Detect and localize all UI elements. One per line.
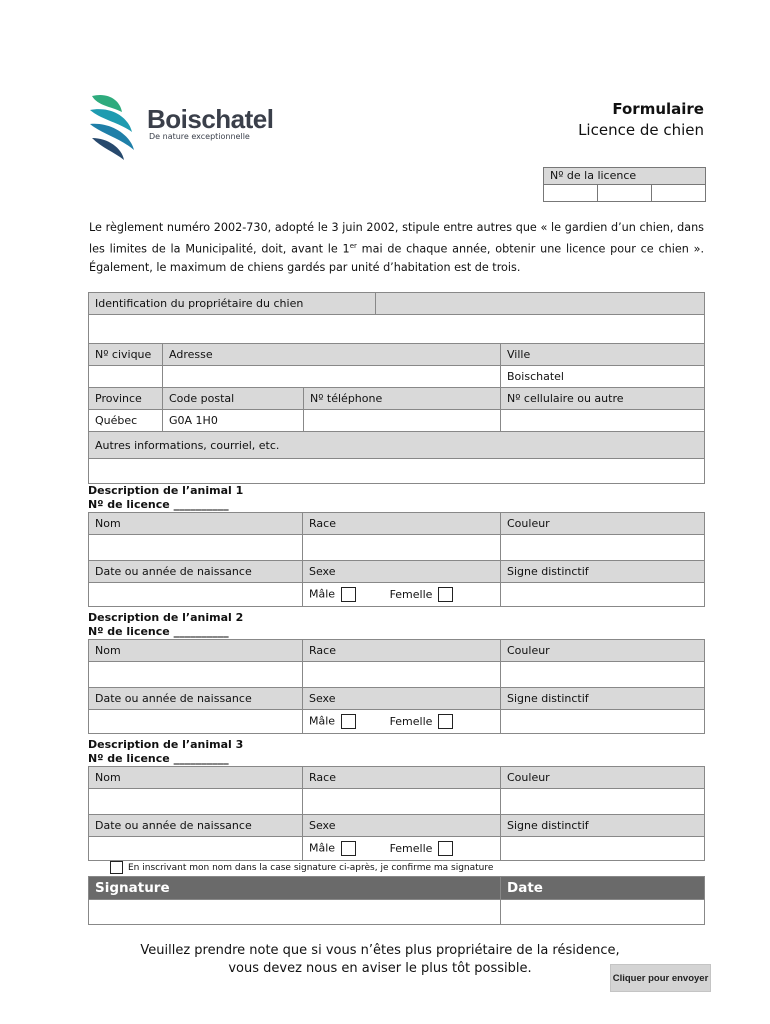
sex-options: [303, 710, 501, 734]
signature-input[interactable]: [89, 900, 501, 925]
cell-input[interactable]: [501, 410, 705, 432]
animal-table: [88, 512, 705, 607]
civic-input[interactable]: [89, 366, 163, 388]
city-label: Ville: [501, 344, 705, 366]
intro-paragraph: Le règlement numéro 2002-730, adopté le 3 juin 2002, stipule entre autres que « le gardien d’un chien, dans les limites de la Municipalité, doit, avant le 1er mai de chaque année, obtenir une licence pour ce chien ». Également, le maximum de chiens gardés par unité d’habitation est de trois.: [89, 221, 705, 274]
signature-confirmation: [108, 861, 493, 874]
other-info-input[interactable]: [89, 459, 705, 484]
dob-label: Date ou année de naissance: [89, 815, 303, 837]
confirm-checkbox[interactable]: [110, 861, 123, 874]
race-input[interactable]: [303, 789, 501, 815]
female-checkbox[interactable]: [438, 841, 453, 856]
animal-licence-label: Nº de licence __________: [88, 752, 229, 765]
animal-table: [88, 639, 705, 734]
male-label: Mâle: [309, 841, 336, 855]
female-checkbox[interactable]: [438, 587, 453, 602]
licence-number-field-2[interactable]: [598, 185, 652, 201]
animal-title: Description de l’animal 1: [88, 484, 244, 497]
licence-number-field-1[interactable]: [544, 185, 598, 201]
male-label: Mâle: [309, 587, 336, 601]
civic-label: Nº civique: [89, 344, 163, 366]
color-label: Couleur: [501, 767, 705, 789]
dob-label: Date ou année de naissance: [89, 561, 303, 583]
color-input[interactable]: [501, 535, 705, 561]
race-label: Race: [303, 640, 501, 662]
sex-label: Sexe: [303, 561, 501, 583]
licence-number-box: [543, 167, 706, 202]
name-input[interactable]: [89, 662, 303, 688]
color-label: Couleur: [501, 640, 705, 662]
animal-section-2: [88, 611, 704, 734]
brand-tagline: De nature exceptionnelle: [149, 132, 250, 141]
postal-label: Code postal: [163, 388, 304, 410]
male-checkbox[interactable]: [341, 841, 356, 856]
animal-title: Description de l’animal 3: [88, 738, 244, 751]
mark-input[interactable]: [501, 710, 705, 734]
owner-table: [88, 292, 705, 484]
animal-licence-label: Nº de licence __________: [88, 498, 229, 511]
name-label: Nom: [89, 640, 303, 662]
name-input[interactable]: [89, 535, 303, 561]
postal-input[interactable]: G0A 1H0: [163, 410, 304, 432]
animal-section-1: [88, 484, 704, 607]
signature-table: [88, 876, 705, 925]
name-label: Nom: [89, 767, 303, 789]
closing-note-line-1: Veuillez prendre note que si vous n’êtes plus propriétaire de la résidence,: [140, 943, 620, 958]
other-info-label: Autres informations, courriel, etc.: [89, 432, 705, 459]
send-button[interactable]: Cliquer pour envoyer: [610, 964, 711, 992]
brand-name: Boischatel: [147, 104, 274, 134]
color-input[interactable]: [501, 789, 705, 815]
race-input[interactable]: [303, 662, 501, 688]
female-label: Femelle: [389, 841, 433, 855]
sex-label: Sexe: [303, 815, 501, 837]
closing-note: [100, 942, 660, 978]
race-input[interactable]: [303, 535, 501, 561]
mark-label: Signe distinctif: [501, 688, 705, 710]
dob-input[interactable]: [89, 583, 303, 607]
owner-name-field[interactable]: [376, 293, 705, 315]
female-checkbox[interactable]: [438, 714, 453, 729]
address-label: Adresse: [163, 344, 501, 366]
phone-label: Nº téléphone: [304, 388, 501, 410]
confirm-label: En inscrivant mon nom dans la case signature ci-après, je confirme ma signature: [128, 862, 494, 873]
form-title: Formulaire: [612, 100, 704, 118]
city-input[interactable]: Boischatel: [501, 366, 705, 388]
phone-input[interactable]: [304, 410, 501, 432]
form-subtitle: Licence de chien: [578, 121, 704, 139]
race-label: Race: [303, 513, 501, 535]
race-label: Race: [303, 767, 501, 789]
female-label: Femelle: [389, 587, 433, 601]
sex-options: [303, 583, 501, 607]
address-input[interactable]: [163, 366, 501, 388]
color-input[interactable]: [501, 662, 705, 688]
dob-label: Date ou année de naissance: [89, 688, 303, 710]
female-label: Femelle: [389, 714, 433, 728]
name-input[interactable]: [89, 789, 303, 815]
owner-section-label: Identification du propriétaire du chien: [89, 293, 376, 315]
mark-input[interactable]: [501, 837, 705, 861]
animal-title: Description de l’animal 2: [88, 611, 244, 624]
male-checkbox[interactable]: [341, 714, 356, 729]
male-label: Mâle: [309, 714, 336, 728]
boischatel-logo: [88, 92, 148, 162]
animal-section-3: [88, 738, 704, 861]
name-label: Nom: [89, 513, 303, 535]
mark-input[interactable]: [501, 583, 705, 607]
color-label: Couleur: [501, 513, 705, 535]
licence-number-field-3[interactable]: [652, 185, 705, 201]
dob-input[interactable]: [89, 837, 303, 861]
date-input[interactable]: [501, 900, 705, 925]
sex-label: Sexe: [303, 688, 501, 710]
mark-label: Signe distinctif: [501, 815, 705, 837]
animal-licence-label: Nº de licence __________: [88, 625, 229, 638]
animal-table: [88, 766, 705, 861]
closing-note-line-2: vous devez nous en aviser le plus tôt possible.: [228, 961, 532, 976]
province-input[interactable]: Québec: [89, 410, 163, 432]
male-checkbox[interactable]: [341, 587, 356, 602]
date-label: Date: [501, 877, 705, 900]
mark-label: Signe distinctif: [501, 561, 705, 583]
sex-options: [303, 837, 501, 861]
cell-label: Nº cellulaire ou autre: [501, 388, 705, 410]
signature-label: Signature: [89, 877, 501, 900]
licence-number-label: Nº de la licence: [544, 168, 705, 185]
province-label: Province: [89, 388, 163, 410]
dob-input[interactable]: [89, 710, 303, 734]
owner-name-input[interactable]: [89, 315, 705, 344]
